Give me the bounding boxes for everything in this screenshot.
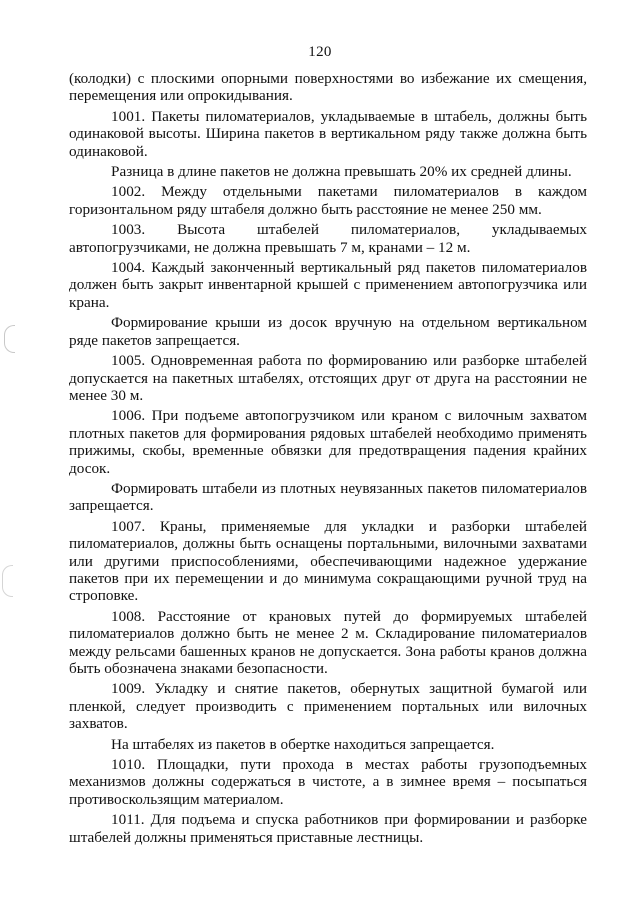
paragraph-1008: 1008. Расстояние от крановых путей до формируемых штабелей пиломатериалов должно быть не менее 2 м. Складирование пиломатериалов между рельсами башенных кранов не допускается. Зона работы кранов должна быть обозначена знаками безопасности. [69, 607, 587, 677]
paragraph-1007: 1007. Краны, применяемые для укладки и разборки штабелей пиломатериалов, должны быть оснащены портальными, вилочными захватами или другими приспособлениями, обеспечивающими надежное удержание пакетов при их перемещении и до минимума сокращающими ручной труд на строповке. [69, 517, 587, 605]
paragraph-continuation: (колодки) с плоскими опорными поверхностями во избежание их смещения, перемещения или опрокидывания. [69, 70, 587, 105]
page-number: 120 [308, 44, 332, 60]
paragraph-1004-roof: Формирование крыши из досок вручную на отдельном вертикальном ряде пакетов запрещается. [69, 314, 587, 349]
paragraph-1006: 1006. При подъеме автопогрузчиком или краном с вилочным захватом плотных пакетов для формирования рядовых штабелей необходимо применять прижимы, скобы, временные обвязки для предотвращения падения крайних досок. [69, 407, 587, 477]
paragraph-1002: 1002. Между отдельными пакетами пиломатериалов в каждом горизонтальном ряду штабеля должно быть расстояние не менее 250 мм. [69, 183, 587, 218]
paragraph-1005: 1005. Одновременная работа по формированию или разборке штабелей допускается на пакетных штабелях, отстоящих друг от друга на расстоянии не менее 30 м. [69, 352, 587, 404]
document-body [69, 70, 587, 846]
paragraph-1011: 1011. Для подъема и спуска работников при формировании и разборке штабелей должны применяться приставные лестницы. [69, 811, 587, 846]
paragraph-1003: 1003. Высота штабелей пиломатериалов, укладываемых автопогрузчиками, не должна превышать 7 м, кранами – 12 м. [69, 221, 587, 256]
paragraph-1009: 1009. Укладку и снятие пакетов, обернутых защитной бумагой или пленкой, следует производить с применением портальных или вилочных захватов. [69, 680, 587, 733]
paragraph-1001: 1001. Пакеты пиломатериалов, укладываемые в штабель, должны быть одинаковой высоты. Ширина пакетов в вертикальном ряду также должна быть одинаковой. [69, 107, 587, 160]
scan-margin-mark [2, 565, 13, 597]
paragraph-1006-prohibition: Формировать штабели из плотных неувязанных пакетов пиломатериалов запрещается. [69, 479, 587, 515]
paragraph-1004: 1004. Каждый законченный вертикальный ряд пакетов пиломатериалов должен быть закрыт инвентарной крышей с применением автопогрузчика или крана. [69, 259, 587, 311]
paragraph-1009-prohibition: На штабелях из пакетов в обертке находиться запрещается. [111, 735, 495, 753]
paragraph-1001-length: Разница в длине пакетов не должна превышать 20% их средней длины. [111, 163, 572, 181]
scan-margin-mark [4, 325, 15, 353]
paragraph-1010: 1010. Площадки, пути прохода в местах работы грузоподъемных механизмов должны содержаться в чистоте, а в зимнее время – посыпаться противоскользящим материалом. [69, 756, 587, 808]
